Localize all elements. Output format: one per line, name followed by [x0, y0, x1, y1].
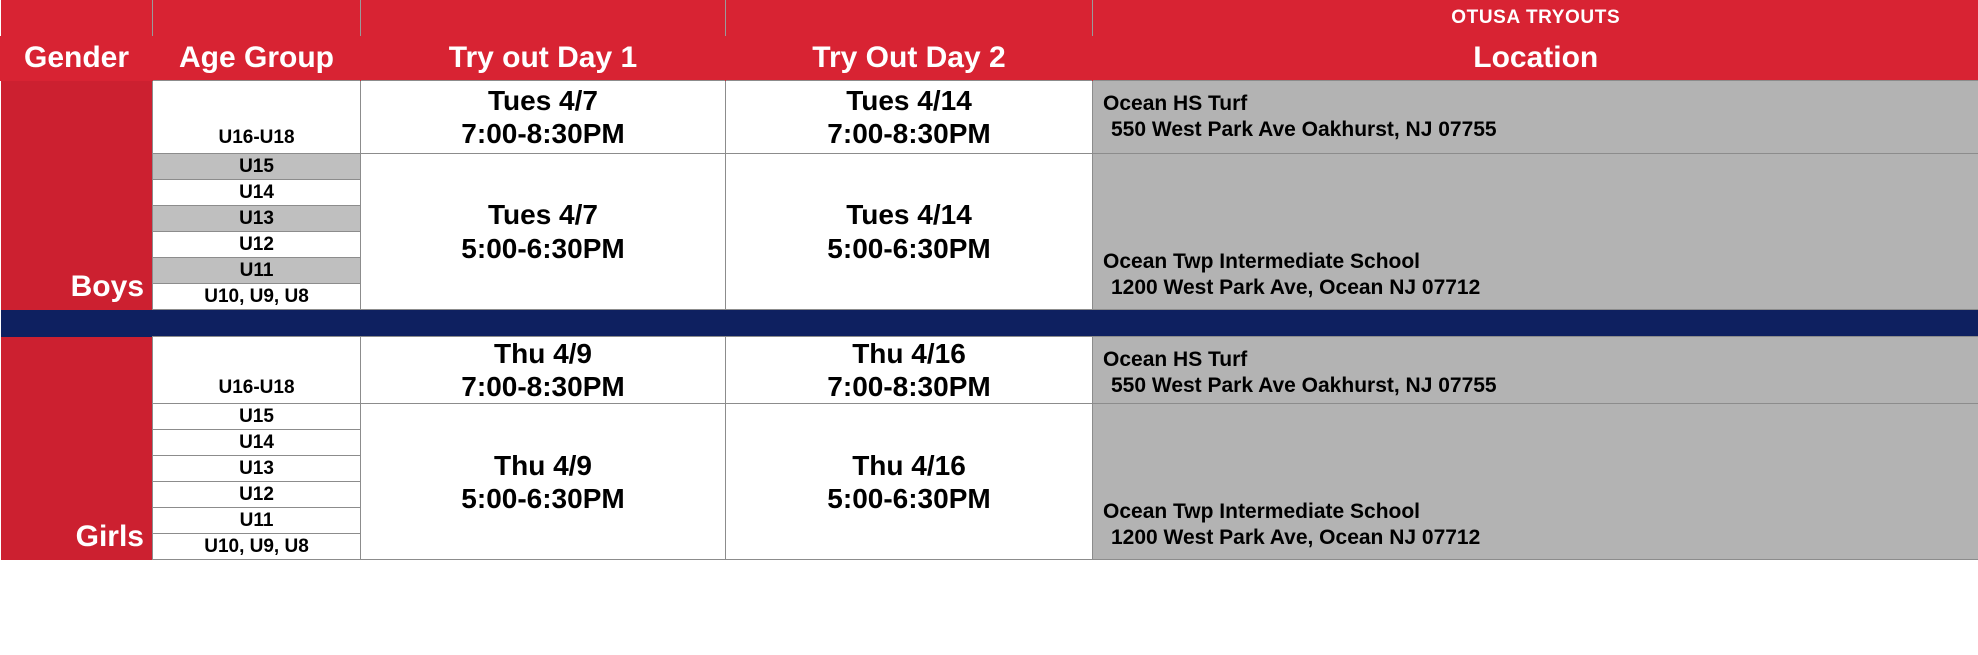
section-separator	[1, 310, 1978, 337]
age-cell: U10, U9, U8	[153, 284, 361, 310]
age-cell: U10, U9, U8	[153, 534, 361, 560]
column-header-day2: Try Out Day 2	[726, 36, 1093, 81]
session-date: Tues 4/7	[488, 199, 598, 231]
location-name: Ocean HS Turf	[1103, 92, 1248, 115]
location-name: Ocean HS Turf	[1103, 348, 1248, 371]
session-cell-day1	[361, 404, 726, 560]
session-cell-day2	[726, 337, 1093, 404]
age-cell: U11	[153, 258, 361, 284]
title-spacer-gender	[1, 0, 153, 36]
age-cell: U13	[153, 456, 361, 482]
title-spacer-age	[153, 0, 361, 36]
session-cell-day2	[726, 81, 1093, 154]
session-cell-day1	[361, 337, 726, 404]
location-cell	[1093, 154, 1978, 310]
gender-cell-boys: Boys	[1, 81, 153, 310]
session-date: Tues 4/14	[846, 84, 972, 116]
location-name: Ocean Twp Intermediate School	[1103, 499, 1421, 523]
session-time: 5:00-6:30PM	[461, 232, 625, 264]
location-address: 550 West Park Ave Oakhurst, NJ 07755	[1111, 374, 1497, 398]
session-time: 7:00-8:30PM	[827, 371, 991, 403]
column-header-day1: Try out Day 1	[361, 36, 726, 81]
table-row	[1, 337, 1978, 404]
session-date: Thu 4/16	[852, 449, 966, 481]
session-cell-day1	[361, 154, 726, 310]
session-time: 7:00-8:30PM	[827, 118, 991, 149]
age-cell: U12	[153, 232, 361, 258]
location-address: 1200 West Park Ave, Ocean NJ 07712	[1111, 525, 1481, 549]
session-time: 7:00-8:30PM	[461, 371, 625, 403]
gender-cell-girls: Girls	[1, 337, 153, 560]
column-header-gender: Gender	[1, 36, 153, 81]
age-cell: U12	[153, 482, 361, 508]
session-date: Thu 4/16	[852, 338, 966, 369]
location-address: 1200 West Park Ave, Ocean NJ 07712	[1111, 275, 1481, 299]
location-cell	[1093, 404, 1978, 560]
column-header-row	[1, 36, 1978, 81]
sheet-title: OTUSA TRYOUTS	[1093, 0, 1978, 36]
age-cell: U15	[153, 404, 361, 430]
title-spacer-day1	[361, 0, 726, 36]
session-cell-day2	[726, 154, 1093, 310]
separator-bar	[1, 310, 1978, 337]
session-time: 5:00-6:30PM	[827, 232, 991, 264]
session-time: 7:00-8:30PM	[461, 118, 625, 149]
age-cell: U16-U18	[153, 337, 361, 404]
table-row	[1, 81, 1978, 154]
title-spacer-day2	[726, 0, 1093, 36]
age-cell: U14	[153, 430, 361, 456]
age-cell: U16-U18	[153, 81, 361, 154]
age-cell: U14	[153, 180, 361, 206]
age-cell: U15	[153, 154, 361, 180]
session-cell-day1	[361, 81, 726, 154]
table-row	[1, 154, 1978, 180]
session-date: Tues 4/7	[488, 84, 598, 116]
session-time: 5:00-6:30PM	[461, 482, 625, 514]
table-row	[1, 404, 1978, 430]
session-date: Thu 4/9	[493, 449, 592, 481]
session-date: Thu 4/9	[493, 338, 592, 369]
column-header-location: Location	[1093, 36, 1978, 81]
session-date: Tues 4/14	[846, 199, 972, 231]
session-time: 5:00-6:30PM	[827, 482, 991, 514]
session-cell-day2	[726, 404, 1093, 560]
age-cell: U11	[153, 508, 361, 534]
location-address: 550 West Park Ave Oakhurst, NJ 07755	[1111, 118, 1497, 142]
column-header-age-group: Age Group	[153, 36, 361, 81]
location-cell	[1093, 337, 1978, 404]
location-name: Ocean Twp Intermediate School	[1103, 249, 1421, 273]
age-cell: U13	[153, 206, 361, 232]
title-row	[1, 0, 1978, 36]
location-cell	[1093, 81, 1978, 154]
